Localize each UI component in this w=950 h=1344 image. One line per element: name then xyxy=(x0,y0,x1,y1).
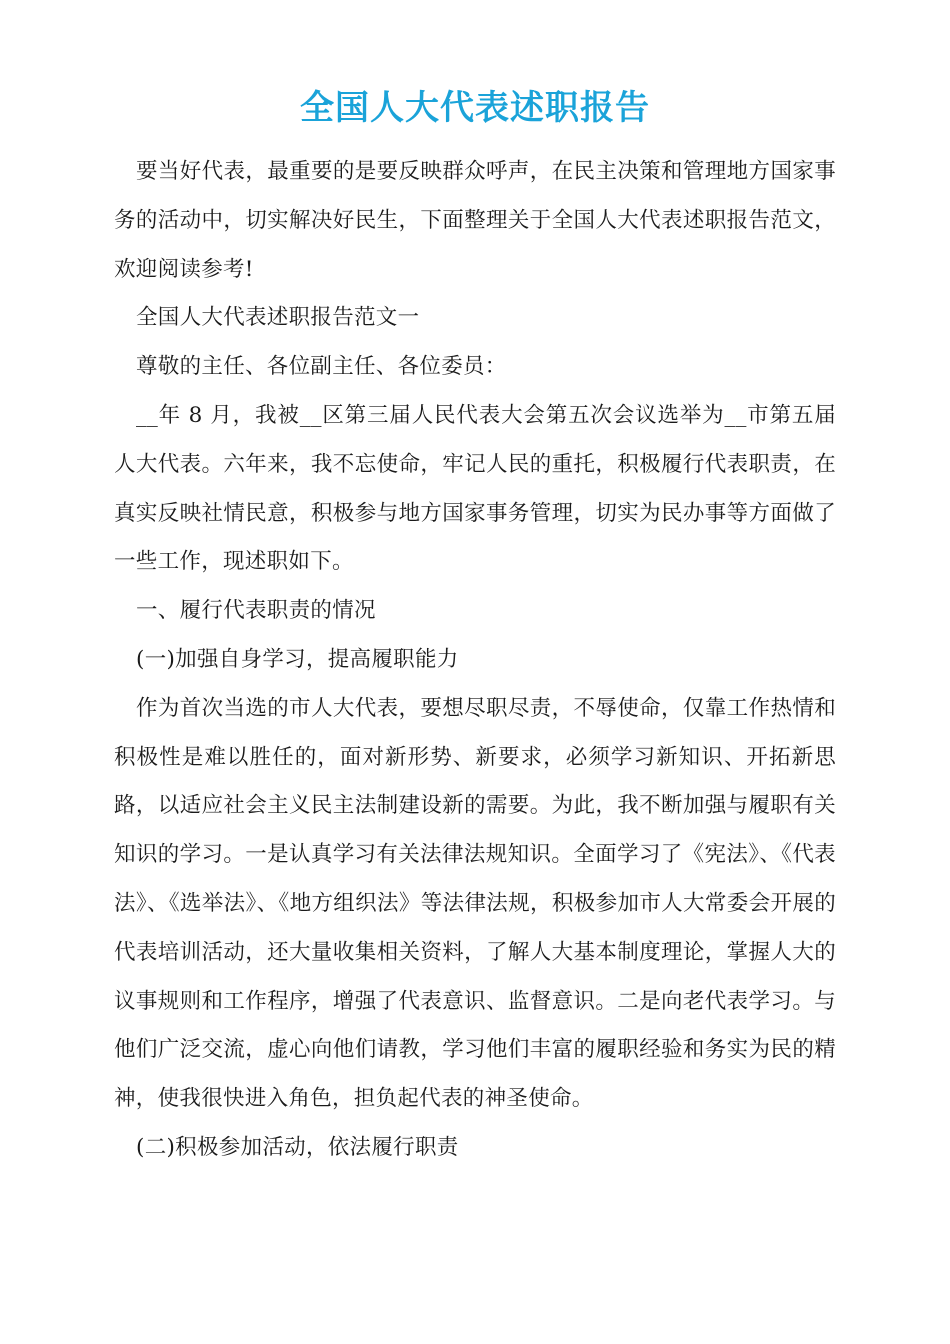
body-paragraph: __年 8 月，我被__区第三届人民代表大会第五次会议选举为__市第五届人大代表。六年来，我不忘使命，牢记人民的重托，积极履行代表职责，在真实反映社情民意，积极参与地方国家事务管理，切实为民办事等方面做了一些工作，现述职如下。 xyxy=(114,402,836,575)
document-body xyxy=(114,148,836,1173)
intro-paragraph: 要当好代表，最重要的是要反映群众呼声，在民主决策和管理地方国家事务的活动中，切实解决好民生，下面整理关于全国人大代表述职报告范文，欢迎阅读参考! xyxy=(114,159,836,282)
subsection-heading: (二)积极参加活动，依法履行职责 xyxy=(136,1134,459,1160)
body-paragraph: 作为首次当选的市人大代表，要想尽职尽责，不辱使命，仅靠工作热情和积极性是难以胜任的，面对新形势、新要求，必须学习新知识、开拓新思路，以适应社会主义民主法制建设新的需要。为此，我不断加强与履职有关知识的学习。一是认真学习有关法律法规知识。全面学习了《宪法》、《代表法》、《选举法》、《地方组织法》等法律法规，积极参加市人大常委会开展的代表培训活动，还大量收集相关资料，了解人大基本制度理论，掌握人大的议事规则和工作程序，增强了代表意识、监督意识。二是向老代表学习。与他们广泛交流，虚心向他们请教，学习他们丰富的履职经验和务实为民的精神，使我很快进入角色，担负起代表的神圣使命。 xyxy=(114,695,836,1112)
subsection-heading: (一)加强自身学习，提高履职能力 xyxy=(136,646,459,672)
section-heading: 全国人大代表述职报告范文一 xyxy=(136,305,420,331)
document-title: 全国人大代表述职报告 xyxy=(300,88,650,128)
section-heading: 一、履行代表职责的情况 xyxy=(136,598,376,624)
salutation: 尊敬的主任、各位副主任、各位委员： xyxy=(136,354,507,380)
